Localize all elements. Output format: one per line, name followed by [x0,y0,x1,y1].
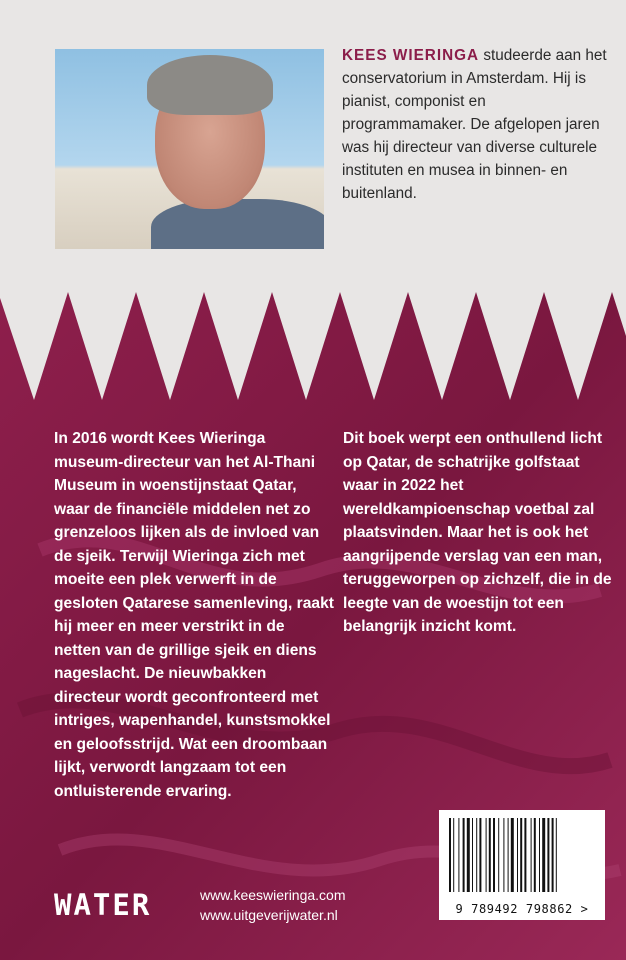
author-photo-shirt [151,199,324,249]
isbn-digits: 9 789492 798862 > [455,902,589,916]
barcode-bar [476,818,477,892]
barcode-bar [547,818,549,892]
barcode-bar [472,818,473,892]
barcode-bar [517,818,518,892]
barcode-bar [449,818,451,892]
barcode-bar [489,818,491,892]
author-name: KEES WIERINGA [342,47,480,64]
publisher-logo: WATER [54,888,152,922]
author-photo-hair [147,55,273,115]
barcode-bar [508,818,509,892]
barcode-bar [458,818,459,892]
barcode-bar [542,818,545,892]
author-bio-text: studeerde aan het conservatorium in Amsterdam. Hij is pianist, componist en programmamaker. De afgelopen jaren was hij directeur van diverse culturele instituten en musea in binnen- en buitenland. [342,47,607,202]
barcode-bars [439,810,605,900]
barcode-bar [453,818,454,892]
author-website-link[interactable]: www.keeswieringa.com [200,887,346,903]
barcode-bar [479,818,481,892]
author-photo [55,49,324,249]
barcode-bar [463,818,465,892]
barcode-bar [503,818,504,892]
author-bio [342,44,610,205]
barcode-bar [511,818,514,892]
blurb-right-column: Dit boek werpt een onthullend licht op Qatar, de schatrijke golfstaat waar in 2022 het wereldkampioenschap voetbal zal plaatsvinden. Maar het is ook het aangrijpende verslag van een man, teruggeworpen op zichzelf, die in de leegte van de woestijn tot een belangrijk inzicht komt. [343,430,612,635]
publisher-urls [200,885,346,925]
barcode-bar [486,818,487,892]
blurb-left-column: In 2016 wordt Kees Wieringa museum-directeur van het Al-Thani Museum in woenstijnstaat Qatar, waar de financiële middelen net zo grenzeloos lijken als de invloed van de sjeik. Terwijl Wieringa zich met moeite een plek verwerft in de gesloten Qatarese samenleving, raakt hij meer en meer verstrikt in de netten van de grillige sjeik en diens nageslacht. De nieuwbakken directeur wordt geconfronteerd met intriges, wapenhandel, kunstsmokkel en geloofsstrijd. Wat een droombaan lijkt, verwordt langzaam tot een ontluisterende ervaring. [54,430,334,800]
barcode-bar [498,818,499,892]
barcode-bar [493,818,495,892]
barcode-bar [531,818,532,892]
barcode-bar [552,818,554,892]
barcode-bar [539,818,540,892]
barcode-bar [524,818,526,892]
publisher-website-link[interactable]: www.uitgeverijwater.nl [200,907,338,923]
barcode-bar [467,818,470,892]
isbn-barcode [439,810,605,920]
barcode-bar [556,818,557,892]
barcode-bar [520,818,522,892]
barcode-bar [534,818,536,892]
